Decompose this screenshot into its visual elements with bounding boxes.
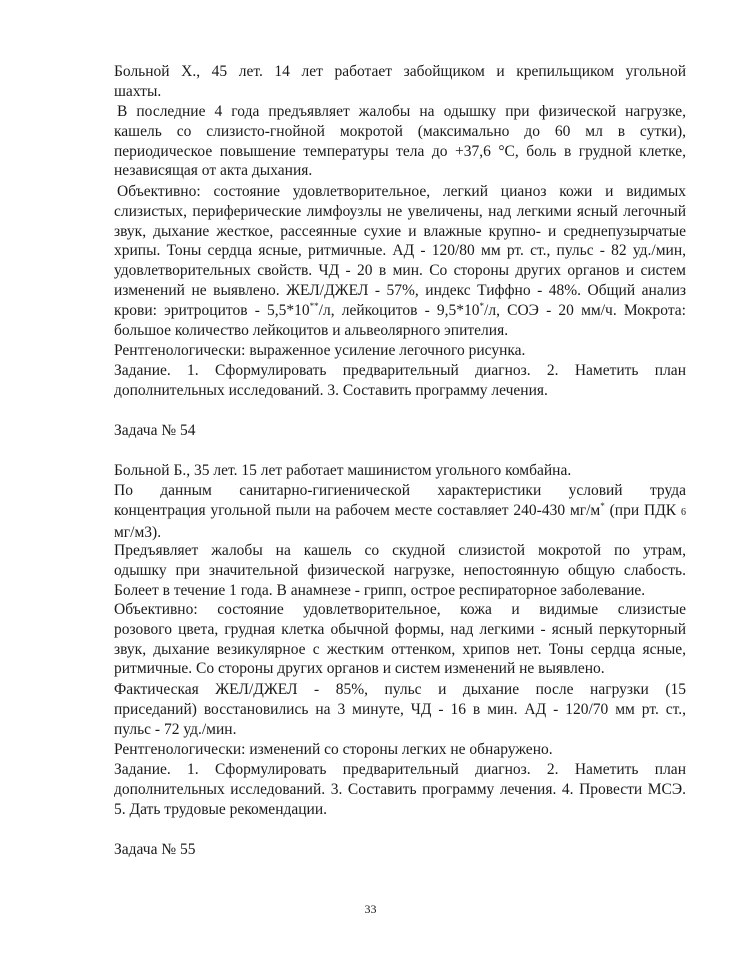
text-line: Предъявляет жалобы на кашель со скудной слизистой мокротой по утрам, bbox=[114, 542, 686, 559]
text-line: звук, дыхание везикулярное с жестким оттенком, хрипов нет. Тоны сердца ясные, bbox=[114, 640, 686, 658]
text-line: одышку при значительной физической нагрузке, непостоянную общую слабость. bbox=[114, 561, 686, 579]
text-line: По данным санитарно-гигиенической характеристики условий труда bbox=[114, 482, 686, 499]
dust-concentration-line: концентрация угольной пыли на рабочем месте составляет 240-430 мг/м* (при ПДК 6 bbox=[114, 500, 686, 519]
case54-objective bbox=[114, 600, 686, 679]
case54-hygiene bbox=[114, 481, 686, 542]
text-line: приседаний) восстановились на 3 минуте, ЧД - 16 в мин. АД - 120/70 мм рт. ст., bbox=[114, 700, 686, 718]
case53-xray bbox=[114, 341, 686, 361]
text-line: Объективно: состояние удовлетворительное, кожа и видимые слизистые bbox=[114, 601, 686, 618]
case55-heading: Задача № 55 bbox=[114, 841, 196, 858]
text-line: Больной Б., 35 лет. 15 лет работает машинистом угольного комбайна. bbox=[114, 462, 572, 479]
case54-function-tests bbox=[114, 680, 686, 739]
text-line: удовлетворительных свойств. ЧД - 20 в мин. Со стороны других органов и систем bbox=[114, 262, 686, 280]
text-line: слизистых, периферические лимфоузлы не увеличены, над легкими ясный легочный bbox=[114, 202, 686, 220]
text-line: Больной Х., 45 лет. 14 лет работает забойщиком и крепильщиком угольной bbox=[114, 63, 686, 80]
text-line: хрипы. Тоны сердца ясные, ритмичные. АД - 120/80 мм рт. ст., пульс - 82 уд./мин, bbox=[114, 242, 686, 260]
text-line: 5. Дать трудовые рекомендации. bbox=[114, 800, 328, 818]
text-line: Задание. 1. Сформулировать предварительный диагноз. 2. Наметить план bbox=[114, 362, 686, 379]
text-line: изменений не выявлено. ЖЕЛ/ДЖЕЛ - 57%, индекс Тиффно - 48%. Общий анализ bbox=[114, 281, 686, 299]
text-line: ритмичные. Со стороны других органов и систем изменений не выявлено. bbox=[114, 660, 605, 678]
text-line: Рентгенологически: выраженное усиление легочного рисунка. bbox=[114, 342, 526, 359]
text-line: Объективно: состояние удовлетворительное, легкий цианоз кожи и видимых bbox=[117, 183, 686, 200]
case54-heading: Задача № 54 bbox=[114, 422, 196, 439]
text-line: розового цвета, грудная клетка обычной формы, над легкими - ясный перкуторный bbox=[114, 620, 686, 638]
blood-analysis-line: крови: эритроцитов - 5,5*10**/л, лейкоцитов - 9,5*10*/л, СОЭ - 20 мм/ч. Мокрота: bbox=[114, 300, 686, 319]
case54-intro bbox=[114, 461, 686, 481]
text-line: звук, дыхание жесткое, рассеянные сухие и влажные крупно- и среднепузырчатые bbox=[114, 222, 686, 240]
case53-complaints bbox=[114, 102, 686, 181]
text-line: Задание. 1. Сформулировать предварительный диагноз. 2. Наметить план bbox=[114, 761, 686, 778]
text-line: Фактическая ЖЕЛ/ДЖЕЛ - 85%, пульс и дыхание после нагрузки (15 bbox=[114, 681, 686, 698]
text-line: шахты. bbox=[114, 82, 162, 100]
case54-xray bbox=[114, 740, 686, 760]
case54-complaints bbox=[114, 541, 686, 600]
text-line: В последние 4 года предъявляет жалобы на одышку при физической нагрузке, bbox=[117, 103, 686, 120]
case53-intro bbox=[114, 62, 686, 102]
case54-task bbox=[114, 760, 686, 819]
text-line: большое количество лейкоцитов и альвеолярного эпителия. bbox=[114, 321, 509, 339]
text-line: кашель со слизисто-гнойной мокротой (максимально до 60 мл в сутки), bbox=[114, 122, 686, 140]
text-line: Рентгенологически: изменений со стороны легких не обнаружено. bbox=[114, 741, 553, 758]
text-line: независящая от акта дыхания. bbox=[114, 162, 313, 180]
text-line: пульс - 72 уд./мин. bbox=[114, 720, 237, 738]
text-line: периодическое повышение температуры тела до +37,6 °С, боль в грудной клетке, bbox=[114, 142, 686, 160]
case53-objective bbox=[114, 182, 686, 340]
case53-task bbox=[114, 361, 686, 401]
page-number: 33 bbox=[364, 902, 377, 916]
text-line: дополнительных исследований. 3. Составить программу лечения. bbox=[114, 381, 548, 399]
text-line: дополнительных исследований. 3. Составить программу лечения. 4. Провести МСЭ. bbox=[114, 780, 686, 798]
text-line: Болеет в течение 1 года. В анамнезе - грипп, острое респираторное заболевание. bbox=[114, 581, 646, 599]
text-line: мг/м3). bbox=[114, 523, 162, 541]
